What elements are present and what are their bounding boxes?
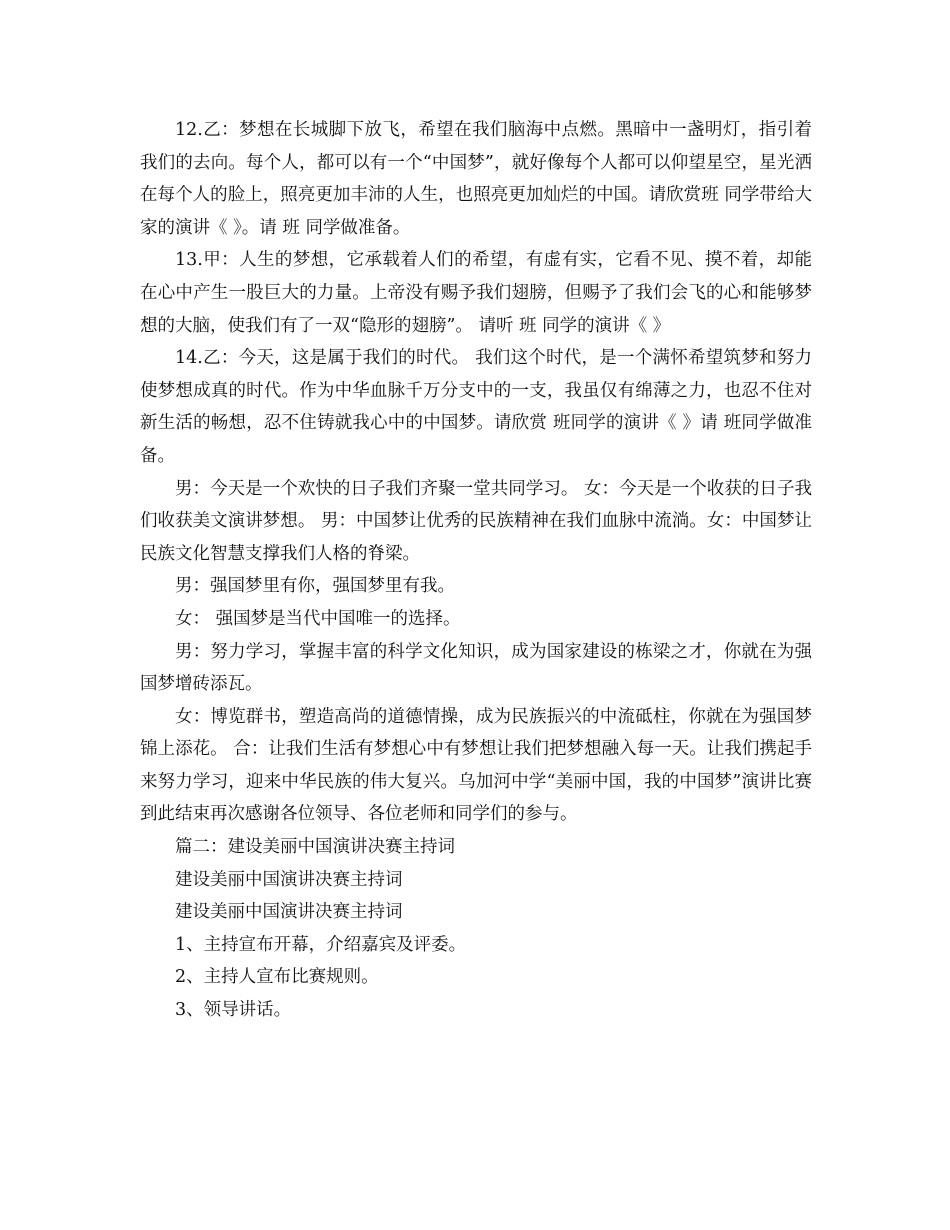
dialogue-female-1: 女： 强国梦是当代中国唯一的选择。	[175, 608, 461, 629]
dialogue-opening: 男：今天是一个欢快的日子我们齐聚一堂共同学习。 女：今天是一个收获的日子我们收获美文演讲梦想。 男：中国梦让优秀的民族精神在我们血脉中流淌。女：中国梦让民族文化智慧支撑我们人格的脊梁。	[140, 478, 812, 564]
subtitle-line-1: 建设美丽中国演讲决赛主持词	[175, 869, 403, 890]
agenda-item-3: 3、领导讲话。	[175, 1000, 292, 1021]
dialogue-male-1: 男：强国梦里有你，强国梦里有我。	[175, 576, 455, 597]
agenda-item-1: 1、主持宣布开幕，介绍嘉宾及评委。	[175, 934, 467, 955]
subtitle-line-2: 建设美丽中国演讲决赛主持词	[175, 902, 403, 923]
document-body	[140, 114, 812, 1027]
paragraph-12: 12.乙：梦想在长城脚下放飞，希望在我们脑海中点燃。黑暗中一盏明灯，指引着我们的去向。每个人，都可以有一个“中国梦”，就好像每个人都可以仰望星空，星光洒在每个人的脸上，照亮更加丰沛的人生，也照亮更加灿烂的中国。请欣赏班 同学带给大家的演讲《 》。请 班 同学做准备。	[140, 120, 812, 238]
section-heading: 篇二：建设美丽中国演讲决赛主持词	[175, 837, 455, 858]
agenda-item-2: 2、主持人宣布比赛规则。	[175, 967, 379, 988]
paragraph-14: 14.乙：今天，这是属于我们的时代。 我们这个时代，是一个满怀希望筑梦和努力使梦想成真的时代。作为中华血脉千万分支中的一支，我虽仅有绵薄之力，也忍不住对新生活的畅想，忍不住铸就我心中的中国梦。请欣赏 班同学的演讲《 》请 班同学做准备。	[140, 348, 812, 466]
dialogue-closing: 女：博览群书，塑造高尚的道德情操，成为民族振兴的中流砥柱，你就在为强国梦锦上添花。 合：让我们生活有梦想心中有梦想让我们把梦想融入每一天。让我们携起手来努力学习，迎来中华民族的伟大复兴。乌加河中学“美丽中国，我的中国梦”演讲比赛到此结束再次感谢各位领导、各位老师和同学们的参与。	[140, 706, 812, 825]
paragraph-13: 13.甲：人生的梦想，它承载着人们的希望，有虚有实，它看不见、摸不着，却能在心中产生一股巨大的力量。上帝没有赐予我们翅膀，但赐予了我们会飞的心和能够梦想的大脑，使我们有了一双“隐形的翅膀”。 请听 班 同学的演讲《 》	[140, 250, 812, 336]
dialogue-male-2: 男：努力学习，掌握丰富的科学文化知识，成为国家建设的栋梁之才，你就在为强国梦增砖添瓦。	[140, 641, 812, 695]
